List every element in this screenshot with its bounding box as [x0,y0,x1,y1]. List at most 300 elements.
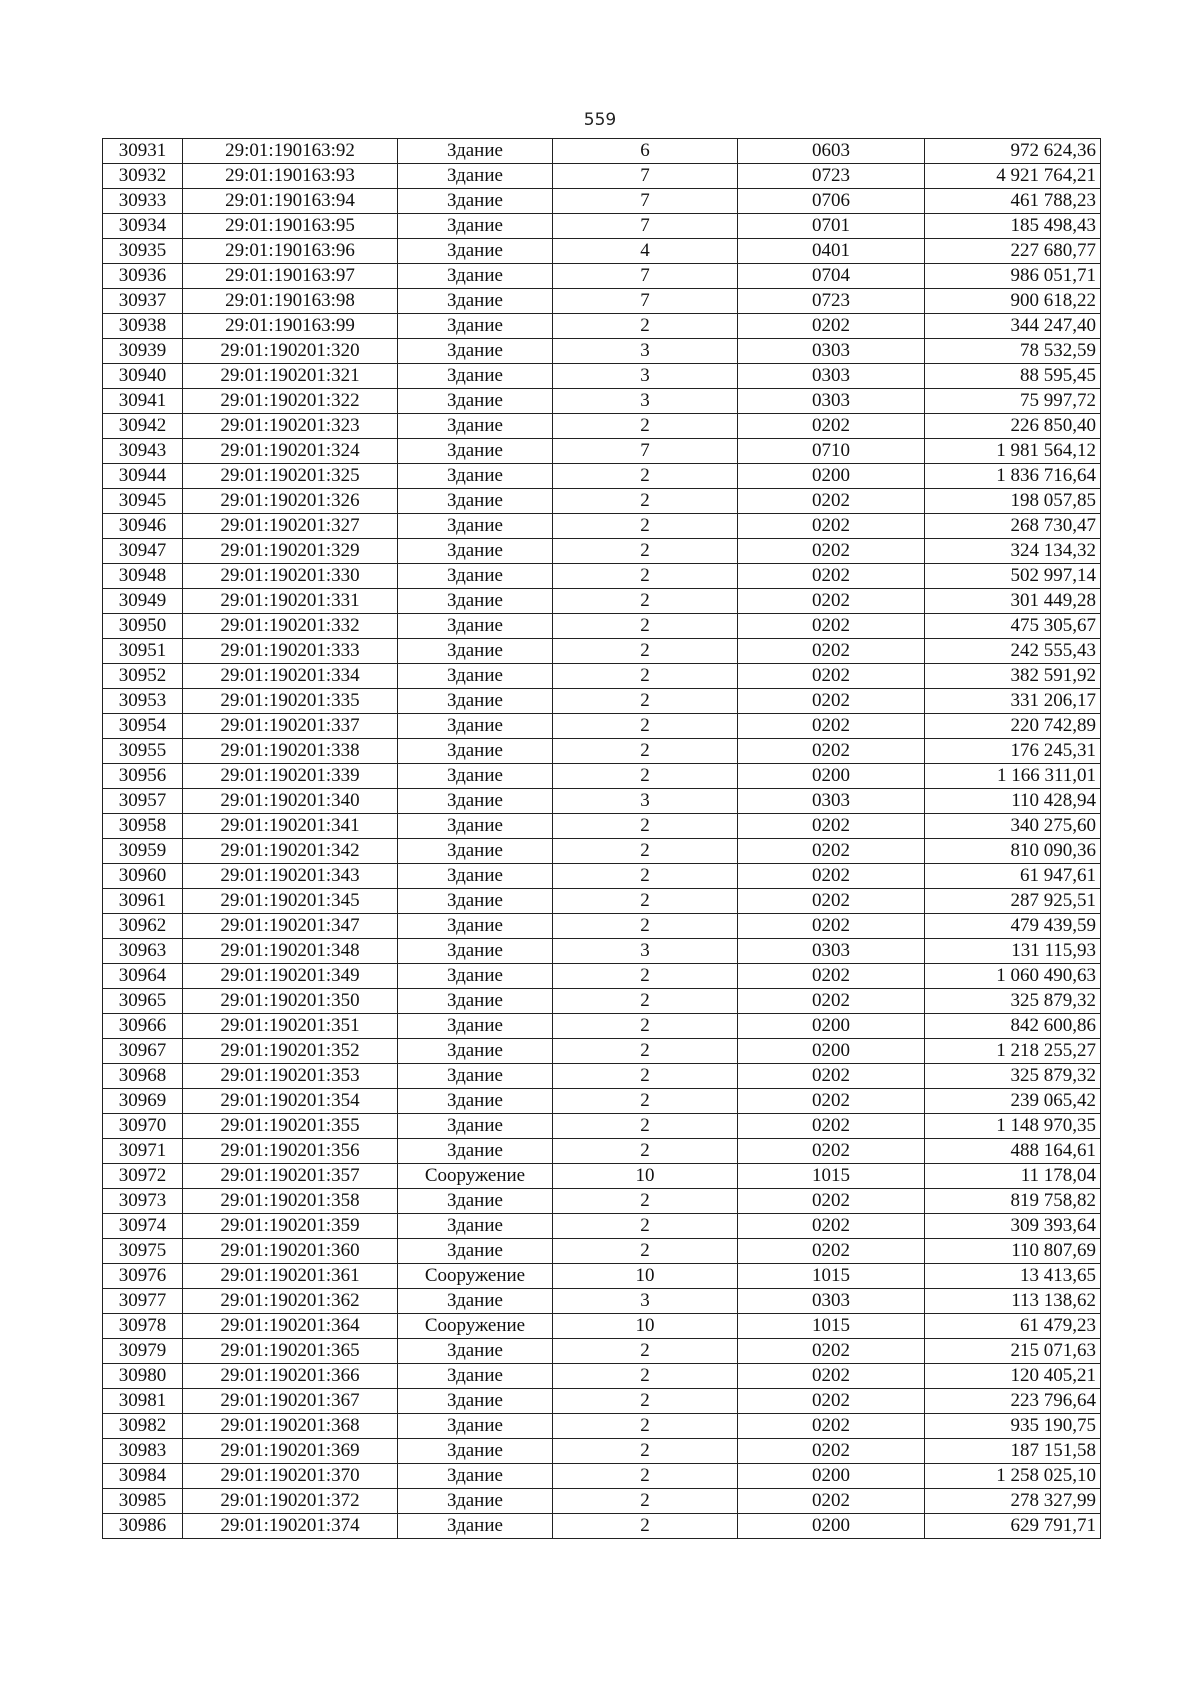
table-row [103,1089,1101,1114]
cadastral-value-cell: 220 742,89 [925,714,1101,739]
object-type-cell: Здание [398,514,553,539]
cadastral-value-cell: 227 680,77 [925,239,1101,264]
object-type-cell: Здание [398,1014,553,1039]
row-number-cell: 30975 [103,1239,183,1264]
cadastral-value-cell: 502 997,14 [925,564,1101,589]
object-type-cell: Здание [398,1189,553,1214]
subgroup-code-cell: 0202 [738,489,925,514]
row-number-cell: 30970 [103,1114,183,1139]
group-cell: 2 [553,914,738,939]
cadastral-value-cell: 278 327,99 [925,1489,1101,1514]
row-number-cell: 30952 [103,664,183,689]
cadastral-number-cell: 29:01:190201:364 [183,1314,398,1339]
group-cell: 2 [553,964,738,989]
row-number-cell: 30938 [103,314,183,339]
cadastral-value-cell: 61 947,61 [925,864,1101,889]
row-number-cell: 30983 [103,1439,183,1464]
cadastral-value-cell: 131 115,93 [925,939,1101,964]
group-cell: 2 [553,414,738,439]
table-row [103,964,1101,989]
cadastral-number-cell: 29:01:190201:356 [183,1139,398,1164]
cadastral-value-cell: 810 090,36 [925,839,1101,864]
row-number-cell: 30966 [103,1014,183,1039]
object-type-cell: Здание [398,1414,553,1439]
cadastral-value-cell: 215 071,63 [925,1339,1101,1364]
cadastral-number-cell: 29:01:190201:330 [183,564,398,589]
cadastral-value-cell: 223 796,64 [925,1389,1101,1414]
object-type-cell: Здание [398,814,553,839]
cadastral-number-cell: 29:01:190201:359 [183,1214,398,1239]
object-type-cell: Здание [398,864,553,889]
table-row [103,764,1101,789]
cadastral-number-cell: 29:01:190201:342 [183,839,398,864]
table-row [103,639,1101,664]
cadastral-value-cell: 110 807,69 [925,1239,1101,1264]
cadastral-number-cell: 29:01:190201:365 [183,1339,398,1364]
table-row [103,1414,1101,1439]
row-number-cell: 30935 [103,239,183,264]
table-row [103,789,1101,814]
subgroup-code-cell: 0202 [738,1214,925,1239]
cadastral-number-cell: 29:01:190163:93 [183,164,398,189]
table-row [103,189,1101,214]
subgroup-code-cell: 0202 [738,539,925,564]
cadastral-value-cell: 309 393,64 [925,1214,1101,1239]
row-number-cell: 30960 [103,864,183,889]
cadastral-value-cell: 113 138,62 [925,1289,1101,1314]
table-row [103,489,1101,514]
cadastral-number-cell: 29:01:190201:366 [183,1364,398,1389]
group-cell: 7 [553,289,738,314]
object-type-cell: Здание [398,189,553,214]
group-cell: 2 [553,1389,738,1414]
row-number-cell: 30953 [103,689,183,714]
cadastral-number-cell: 29:01:190201:343 [183,864,398,889]
table-row [103,1114,1101,1139]
group-cell: 2 [553,689,738,714]
cadastral-value-cell: 325 879,32 [925,1064,1101,1089]
cadastral-number-cell: 29:01:190201:338 [183,739,398,764]
table-row [103,364,1101,389]
object-type-cell: Здание [398,239,553,264]
cadastral-value-cell: 819 758,82 [925,1189,1101,1214]
group-cell: 7 [553,439,738,464]
cadastral-value-cell: 226 850,40 [925,414,1101,439]
row-number-cell: 30981 [103,1389,183,1414]
object-type-cell: Здание [398,164,553,189]
subgroup-code-cell: 0303 [738,939,925,964]
table-row [103,1314,1101,1339]
table-row [103,139,1101,164]
table-row [103,464,1101,489]
object-type-cell: Здание [398,264,553,289]
table-row [103,1239,1101,1264]
group-cell: 2 [553,1489,738,1514]
cadastral-number-cell: 29:01:190201:369 [183,1439,398,1464]
object-type-cell: Здание [398,389,553,414]
cadastral-number-cell: 29:01:190201:357 [183,1164,398,1189]
subgroup-code-cell: 0202 [738,1239,925,1264]
group-cell: 3 [553,389,738,414]
subgroup-code-cell: 0202 [738,914,925,939]
table-row [103,1389,1101,1414]
group-cell: 2 [553,889,738,914]
subgroup-code-cell: 0202 [738,1339,925,1364]
cadastral-number-cell: 29:01:190201:323 [183,414,398,439]
table-row [103,1164,1101,1189]
cadastral-number-cell: 29:01:190163:99 [183,314,398,339]
group-cell: 2 [553,1339,738,1364]
group-cell: 3 [553,939,738,964]
subgroup-code-cell: 0202 [738,1139,925,1164]
row-number-cell: 30980 [103,1364,183,1389]
row-number-cell: 30982 [103,1414,183,1439]
table-row [103,814,1101,839]
object-type-cell: Здание [398,439,553,464]
cadastral-number-cell: 29:01:190201:370 [183,1464,398,1489]
subgroup-code-cell: 0200 [738,1039,925,1064]
object-type-cell: Здание [398,364,553,389]
cadastral-value-cell: 1 981 564,12 [925,439,1101,464]
group-cell: 2 [553,1014,738,1039]
row-number-cell: 30933 [103,189,183,214]
cadastral-value-cell: 78 532,59 [925,339,1101,364]
table-row [103,514,1101,539]
group-cell: 2 [553,514,738,539]
table-row [103,1289,1101,1314]
object-type-cell: Здание [398,1214,553,1239]
table-row [103,414,1101,439]
cadastral-number-cell: 29:01:190201:349 [183,964,398,989]
group-cell: 2 [553,814,738,839]
cadastral-number-cell: 29:01:190201:339 [183,764,398,789]
table-row [103,1514,1101,1539]
cadastral-number-cell: 29:01:190201:327 [183,514,398,539]
object-type-cell: Здание [398,1389,553,1414]
group-cell: 7 [553,164,738,189]
table-row [103,589,1101,614]
table-body [103,139,1101,1539]
row-number-cell: 30932 [103,164,183,189]
row-number-cell: 30940 [103,364,183,389]
cadastral-value-cell: 120 405,21 [925,1364,1101,1389]
cadastral-number-cell: 29:01:190201:372 [183,1489,398,1514]
cadastral-value-cell: 242 555,43 [925,639,1101,664]
object-type-cell: Здание [398,314,553,339]
subgroup-code-cell: 0202 [738,1089,925,1114]
row-number-cell: 30968 [103,1064,183,1089]
cadastral-number-cell: 29:01:190201:331 [183,589,398,614]
object-type-cell: Здание [398,939,553,964]
object-type-cell: Здание [398,139,553,164]
object-type-cell: Сооружение [398,1264,553,1289]
table-row [103,1039,1101,1064]
subgroup-code-cell: 0202 [738,689,925,714]
cadastral-number-cell: 29:01:190163:92 [183,139,398,164]
subgroup-code-cell: 0401 [738,239,925,264]
table-row [103,614,1101,639]
subgroup-code-cell: 0723 [738,164,925,189]
object-type-cell: Здание [398,789,553,814]
subgroup-code-cell: 0303 [738,789,925,814]
row-number-cell: 30949 [103,589,183,614]
group-cell: 10 [553,1314,738,1339]
row-number-cell: 30954 [103,714,183,739]
cadastral-value-cell: 461 788,23 [925,189,1101,214]
cadastral-value-cell: 344 247,40 [925,314,1101,339]
cadastral-value-cell: 13 413,65 [925,1264,1101,1289]
group-cell: 2 [553,539,738,564]
cadastral-number-cell: 29:01:190163:95 [183,214,398,239]
subgroup-code-cell: 0200 [738,1014,925,1039]
group-cell: 6 [553,139,738,164]
cadastral-value-cell: 324 134,32 [925,539,1101,564]
row-number-cell: 30985 [103,1489,183,1514]
cadastral-value-cell: 1 258 025,10 [925,1464,1101,1489]
row-number-cell: 30945 [103,489,183,514]
subgroup-code-cell: 0202 [738,1389,925,1414]
subgroup-code-cell: 0704 [738,264,925,289]
object-type-cell: Сооружение [398,1164,553,1189]
object-type-cell: Здание [398,564,553,589]
group-cell: 2 [553,1414,738,1439]
cadastral-number-cell: 29:01:190201:348 [183,939,398,964]
subgroup-code-cell: 1015 [738,1314,925,1339]
table-row [103,714,1101,739]
object-type-cell: Здание [398,689,553,714]
table-row [103,1364,1101,1389]
cadastral-number-cell: 29:01:190201:334 [183,664,398,689]
object-type-cell: Здание [398,1039,553,1064]
object-type-cell: Здание [398,739,553,764]
cadastral-number-cell: 29:01:190163:98 [183,289,398,314]
subgroup-code-cell: 0200 [738,464,925,489]
group-cell: 2 [553,314,738,339]
cadastral-value-cell: 935 190,75 [925,1414,1101,1439]
subgroup-code-cell: 0200 [738,764,925,789]
cadastral-number-cell: 29:01:190201:355 [183,1114,398,1139]
subgroup-code-cell: 0303 [738,339,925,364]
cadastral-number-cell: 29:01:190163:94 [183,189,398,214]
cadastral-number-cell: 29:01:190201:368 [183,1414,398,1439]
table-row [103,1014,1101,1039]
object-type-cell: Здание [398,1239,553,1264]
cadastral-number-cell: 29:01:190163:96 [183,239,398,264]
row-number-cell: 30957 [103,789,183,814]
group-cell: 4 [553,239,738,264]
row-number-cell: 30931 [103,139,183,164]
cadastral-value-cell: 301 449,28 [925,589,1101,614]
row-number-cell: 30973 [103,1189,183,1214]
cadastral-value-table [102,138,1101,1539]
cadastral-value-cell: 340 275,60 [925,814,1101,839]
table-row [103,864,1101,889]
table-row [103,689,1101,714]
cadastral-value-cell: 268 730,47 [925,514,1101,539]
object-type-cell: Здание [398,539,553,564]
subgroup-code-cell: 0202 [738,639,925,664]
cadastral-value-cell: 61 479,23 [925,1314,1101,1339]
subgroup-code-cell: 0202 [738,964,925,989]
cadastral-number-cell: 29:01:190201:360 [183,1239,398,1264]
row-number-cell: 30946 [103,514,183,539]
cadastral-value-cell: 110 428,94 [925,789,1101,814]
group-cell: 2 [553,1039,738,1064]
row-number-cell: 30955 [103,739,183,764]
group-cell: 2 [553,464,738,489]
subgroup-code-cell: 0202 [738,1414,925,1439]
cadastral-value-cell: 1 166 311,01 [925,764,1101,789]
subgroup-code-cell: 0202 [738,814,925,839]
subgroup-code-cell: 1015 [738,1264,925,1289]
table-row [103,164,1101,189]
subgroup-code-cell: 0202 [738,614,925,639]
row-number-cell: 30951 [103,639,183,664]
object-type-cell: Здание [398,489,553,514]
row-number-cell: 30947 [103,539,183,564]
subgroup-code-cell: 0706 [738,189,925,214]
cadastral-value-cell: 75 997,72 [925,389,1101,414]
object-type-cell: Здание [398,714,553,739]
group-cell: 2 [553,839,738,864]
subgroup-code-cell: 0202 [738,1364,925,1389]
table-row [103,1189,1101,1214]
group-cell: 2 [553,1439,738,1464]
row-number-cell: 30967 [103,1039,183,1064]
row-number-cell: 30965 [103,989,183,1014]
table-row [103,839,1101,864]
row-number-cell: 30956 [103,764,183,789]
row-number-cell: 30959 [103,839,183,864]
cadastral-number-cell: 29:01:190201:352 [183,1039,398,1064]
row-number-cell: 30939 [103,339,183,364]
subgroup-code-cell: 0200 [738,1514,925,1539]
row-number-cell: 30962 [103,914,183,939]
group-cell: 2 [553,1189,738,1214]
group-cell: 2 [553,739,738,764]
table-row [103,264,1101,289]
row-number-cell: 30963 [103,939,183,964]
cadastral-number-cell: 29:01:190201:322 [183,389,398,414]
subgroup-code-cell: 1015 [738,1164,925,1189]
subgroup-code-cell: 0202 [738,1114,925,1139]
group-cell: 2 [553,1089,738,1114]
subgroup-code-cell: 0202 [738,564,925,589]
cadastral-value-cell: 331 206,17 [925,689,1101,714]
row-number-cell: 30979 [103,1339,183,1364]
group-cell: 3 [553,789,738,814]
table-row [103,289,1101,314]
cadastral-value-cell: 1 060 490,63 [925,964,1101,989]
cadastral-number-cell: 29:01:190163:97 [183,264,398,289]
cadastral-value-cell: 382 591,92 [925,664,1101,689]
subgroup-code-cell: 0200 [738,1464,925,1489]
group-cell: 2 [553,714,738,739]
table-row [103,314,1101,339]
table-row [103,439,1101,464]
object-type-cell: Здание [398,414,553,439]
table-row [103,1339,1101,1364]
object-type-cell: Здание [398,289,553,314]
group-cell: 2 [553,1139,738,1164]
cadastral-value-cell: 842 600,86 [925,1014,1101,1039]
row-number-cell: 30942 [103,414,183,439]
table-row [103,889,1101,914]
row-number-cell: 30978 [103,1314,183,1339]
cadastral-value-cell: 287 925,51 [925,889,1101,914]
row-number-cell: 30976 [103,1264,183,1289]
subgroup-code-cell: 0202 [738,1189,925,1214]
cadastral-number-cell: 29:01:190201:362 [183,1289,398,1314]
table-row [103,1214,1101,1239]
object-type-cell: Здание [398,989,553,1014]
table-row [103,989,1101,1014]
row-number-cell: 30964 [103,964,183,989]
subgroup-code-cell: 0202 [738,889,925,914]
row-number-cell: 30969 [103,1089,183,1114]
row-number-cell: 30950 [103,614,183,639]
table-row [103,539,1101,564]
subgroup-code-cell: 0303 [738,364,925,389]
subgroup-code-cell: 0202 [738,1064,925,1089]
group-cell: 2 [553,989,738,1014]
object-type-cell: Здание [398,1439,553,1464]
row-number-cell: 30941 [103,389,183,414]
row-number-cell: 30972 [103,1164,183,1189]
cadastral-number-cell: 29:01:190201:332 [183,614,398,639]
cadastral-number-cell: 29:01:190201:321 [183,364,398,389]
cadastral-number-cell: 29:01:190201:337 [183,714,398,739]
table-row [103,1464,1101,1489]
object-type-cell: Здание [398,1289,553,1314]
table-row [103,1264,1101,1289]
object-type-cell: Сооружение [398,1314,553,1339]
cadastral-number-cell: 29:01:190201:324 [183,439,398,464]
table-row [103,739,1101,764]
subgroup-code-cell: 0202 [738,1489,925,1514]
cadastral-value-cell: 187 151,58 [925,1439,1101,1464]
subgroup-code-cell: 0303 [738,1289,925,1314]
group-cell: 7 [553,189,738,214]
group-cell: 10 [553,1264,738,1289]
cadastral-number-cell: 29:01:190201:335 [183,689,398,714]
subgroup-code-cell: 0202 [738,739,925,764]
object-type-cell: Здание [398,889,553,914]
object-type-cell: Здание [398,1114,553,1139]
table-row [103,564,1101,589]
subgroup-code-cell: 0202 [738,664,925,689]
subgroup-code-cell: 0202 [738,989,925,1014]
group-cell: 2 [553,864,738,889]
cadastral-number-cell: 29:01:190201:341 [183,814,398,839]
row-number-cell: 30943 [103,439,183,464]
group-cell: 2 [553,1239,738,1264]
row-number-cell: 30944 [103,464,183,489]
group-cell: 2 [553,589,738,614]
object-type-cell: Здание [398,664,553,689]
cadastral-number-cell: 29:01:190201:345 [183,889,398,914]
cadastral-value-cell: 986 051,71 [925,264,1101,289]
subgroup-code-cell: 0701 [738,214,925,239]
subgroup-code-cell: 0202 [738,314,925,339]
table-row [103,1439,1101,1464]
cadastral-value-cell: 11 178,04 [925,1164,1101,1189]
group-cell: 10 [553,1164,738,1189]
cadastral-value-cell: 88 595,45 [925,364,1101,389]
cadastral-value-cell: 198 057,85 [925,489,1101,514]
row-number-cell: 30958 [103,814,183,839]
cadastral-number-cell: 29:01:190201:350 [183,989,398,1014]
